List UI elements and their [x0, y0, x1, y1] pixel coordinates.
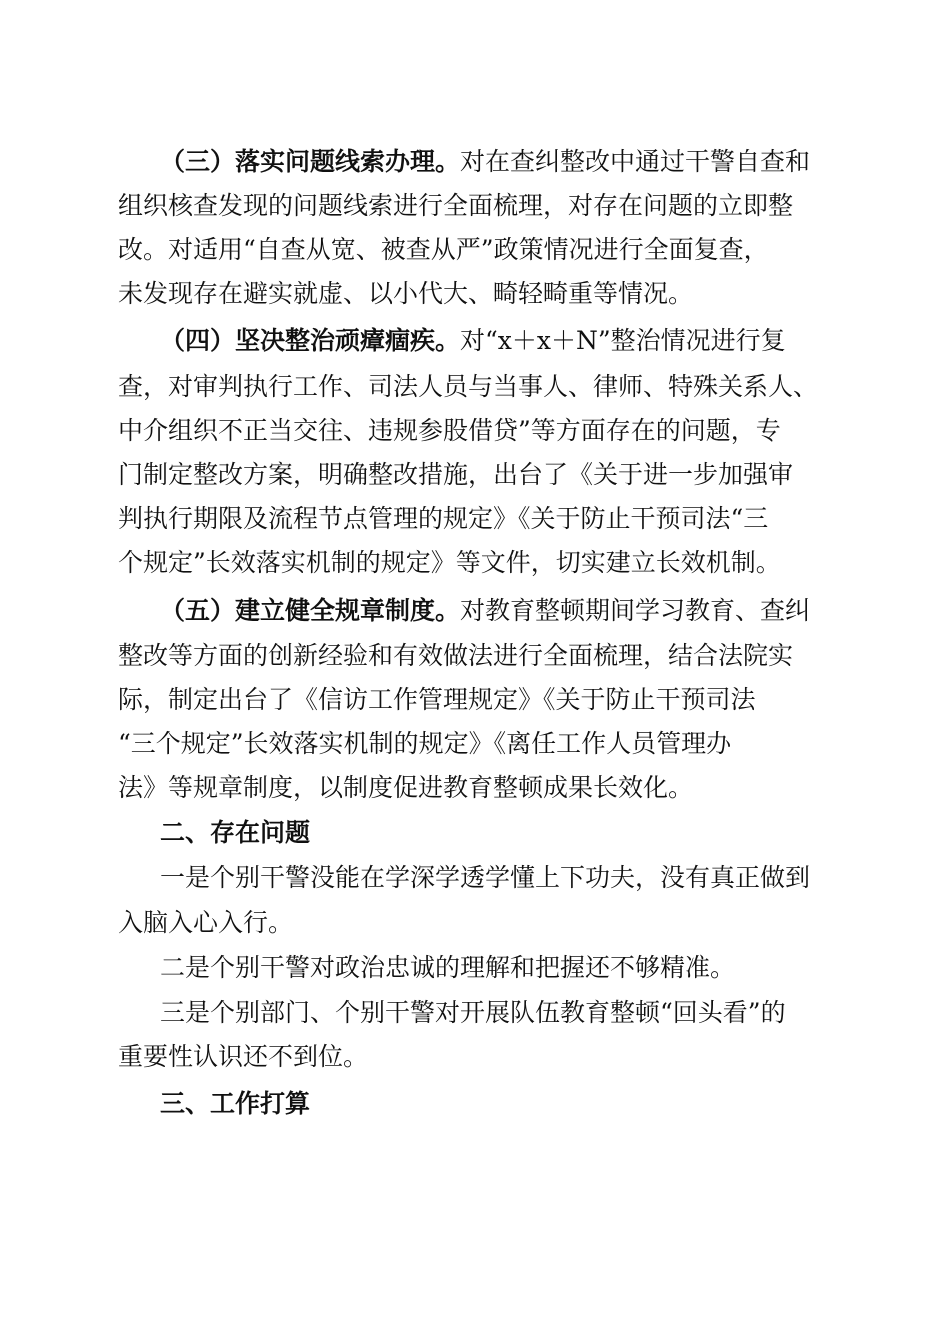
section-3-first-line: [160, 145, 810, 179]
section-heading-problems: 二、存在问题: [160, 818, 311, 847]
paragraph-line: 际，制定出台了《信访工作管理规定》《关于防止干预司法: [118, 685, 756, 714]
section-heading-plans: 三、工作打算: [160, 1089, 311, 1118]
paragraph-line: 查，对审判执行工作、司法人员与当事人、律师、特殊关系人、: [118, 372, 819, 401]
section-4-text: 对“x＋x＋N”整治情况进行复: [460, 326, 786, 355]
section-3-text: 对在查纠整改中通过干警自查和: [460, 147, 811, 176]
section-5-title: （五）建立健全规章制度。: [160, 596, 461, 625]
paragraph-line: 门制定整改方案，明确整改措施，出台了《关于进一步加强审: [118, 460, 794, 489]
paragraph-line: 判执行期限及流程节点管理的规定》《关于防止干预司法“三: [118, 504, 769, 533]
problem-line: 一是个别干警没能在学深学透学懂上下功夫，没有真正做到: [160, 863, 811, 892]
problem-line: 三是个别部门、个别干警对开展队伍教育整顿“回头看”的: [160, 998, 786, 1027]
problem-line: 二是个别干警对政治忠诚的理解和把握还不够精准。: [160, 953, 736, 982]
paragraph-line: 未发现存在避实就虚、以小代大、畸轻畸重等情况。: [118, 279, 694, 308]
paragraph-line: “三个规定”长效落实机制的规定》《离任工作人员管理办: [118, 729, 732, 758]
section-4-first-line: [160, 324, 786, 358]
paragraph-line: 中介组织不正当交往、违规参股借贷”等方面存在的问题，专: [118, 416, 781, 445]
section-3-title: （三）落实问题线索办理。: [160, 147, 461, 176]
section-4-title: （四）坚决整治顽瘴痼疾。: [160, 326, 461, 355]
paragraph-line: 组织核查发现的问题线索进行全面梳理，对存在问题的立即整: [118, 191, 794, 220]
section-5-text: 对教育整顿期间学习教育、查纠: [460, 596, 811, 625]
paragraph-line: 改。对适用“自查从宽、被查从严”政策情况进行全面复查，: [118, 235, 769, 264]
paragraph-line: 整改等方面的创新经验和有效做法进行全面梳理，结合法院实: [118, 641, 794, 670]
paragraph-line: 个规定”长效落实机制的规定》等文件，切实建立长效机制。: [118, 548, 781, 577]
paragraph-line: 法》等规章制度，以制度促进教育整顿成果长效化。: [118, 773, 694, 802]
problem-line: 重要性认识还不到位。: [118, 1042, 369, 1071]
section-5-first-line: [160, 594, 810, 628]
problem-line: 入脑入心入行。: [118, 908, 294, 937]
